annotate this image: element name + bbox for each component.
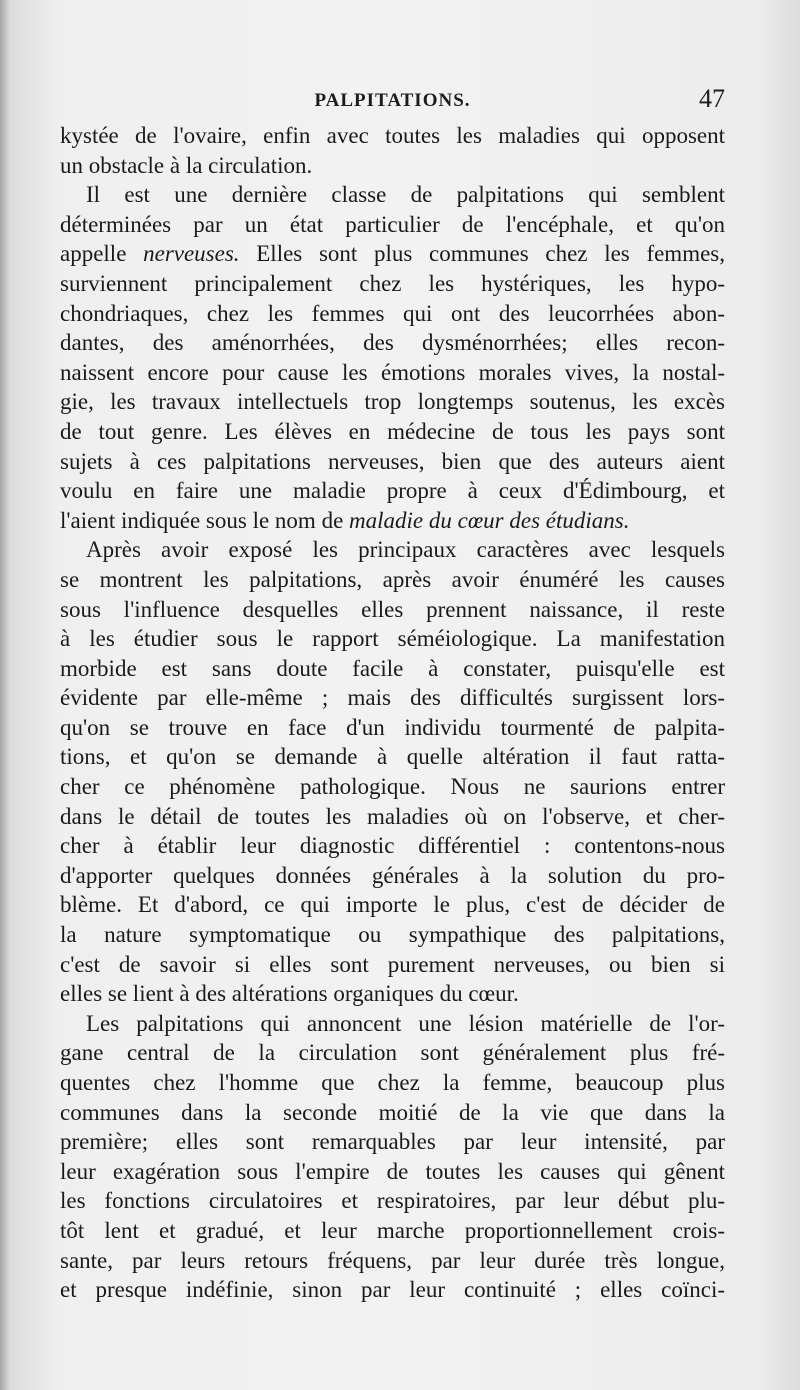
text-line: qu'on se trouve en face d'un individu tourmenté de palpita- [60, 714, 725, 740]
text-line: Les palpitations qui annoncent une lésion matérielle de l'or- [86, 1010, 725, 1036]
paragraph-diagnostic [60, 535, 725, 1009]
text-line: communes dans la seconde moitié de la vie que dans la [60, 1099, 725, 1125]
text-line: la nature symptomatique ou sympathique des palpitations, [60, 922, 725, 948]
italic-term: maladie du cœur des étudians. [349, 507, 630, 533]
body-text [60, 121, 725, 1305]
text-line: à les étudier sous le rapport séméiologique. La manifestation [60, 626, 725, 652]
text-line: kystée de l'ovaire, enfin avec toutes les maladies qui opposent [60, 123, 725, 148]
page-number: 47 [699, 84, 725, 113]
text-line: tôt lent et gradué, et leur marche proportionnellement crois- [60, 1217, 725, 1243]
text-line: sous l'influence desquelles elles prennent naissance, il reste [60, 596, 725, 622]
text-fragment: l'aient indiquée sous le nom de [60, 507, 344, 533]
text-line: elles se lient à des altérations organiques du cœur. [60, 981, 519, 1007]
paragraph-continuation [60, 121, 725, 180]
text-line: se montrent les palpitations, après avoir énuméré les causes [60, 566, 725, 592]
text-line: première; elles sont remarquables par leur intensité, par [60, 1129, 725, 1155]
text-line: blème. Et d'abord, ce qui importe le plus, c'est de décider de [60, 892, 725, 918]
text-line: d'apporter quelques données générales à la solution du pro- [60, 862, 725, 888]
text-line: un obstacle à la circulation. [60, 152, 313, 178]
text-line: sujets à ces palpitations nerveuses, bien que des auteurs aient [60, 448, 725, 474]
text-line: Après avoir exposé les principaux caractères avec lesquels [86, 537, 725, 563]
text-line: les fonctions circulatoires et respiratoires, par leur début plu- [60, 1188, 725, 1214]
paragraph-nerveuses [60, 180, 725, 535]
text-line [60, 239, 725, 269]
text-line: de tout genre. Les élèves en médecine de tous les pays sont [60, 418, 725, 444]
text-line: sante, par leurs retours fréquens, par leur durée très longue, [60, 1247, 725, 1273]
text-line: surviennent principalement chez les hystériques, les hypo- [60, 270, 725, 296]
text-line: morbide est sans doute facile à constater, puisqu'elle est [60, 655, 725, 681]
text-line: déterminées par un état particulier de l'encéphale, et qu'on [60, 211, 725, 237]
text-line: gane central de la circulation sont généralement plus fré- [60, 1040, 725, 1066]
text-line: dans le détail de toutes les maladies où on l'observe, et cher- [60, 803, 725, 829]
text-line: dantes, des aménorrhées, des dysménorrhées; elles recon- [60, 330, 725, 356]
text-fragment: Elles sont plus communes chez les femmes, [256, 241, 725, 267]
text-line: c'est de savoir si elles sont purement nerveuses, ou bien si [60, 951, 725, 977]
text-line: naissent encore pour cause les émotions morales vives, la nostal- [60, 359, 725, 385]
text-line: leur exagération sous l'empire de toutes les causes qui gênent [60, 1158, 725, 1184]
text-fragment: appelle [60, 241, 127, 267]
text-line: chondriaques, chez les femmes qui ont des leucorrhées abon- [60, 300, 725, 326]
text-line: cher ce phénomène pathologique. Nous ne saurions entrer [60, 774, 725, 800]
italic-term: nerveuses. [143, 241, 240, 267]
text-line: cher à établir leur diagnostic différentiel : contentons-nous [60, 833, 725, 859]
running-title: PALPITATIONS. [314, 90, 471, 111]
text-line: Il est une dernière classe de palpitations qui semblent [86, 182, 725, 208]
text-line: voulu en faire une maladie propre à ceux d'Édimbourg, et [60, 478, 725, 504]
running-head [60, 84, 725, 120]
text-line: et presque indéfinie, sinon par leur continuité ; elles coïnci- [60, 1277, 725, 1303]
text-line: quentes chez l'homme que chez la femme, beaucoup plus [60, 1070, 725, 1095]
text-line: évidente par elle-même ; mais des difficultés surgissent lors- [60, 685, 725, 711]
paragraph-lesion [60, 1009, 725, 1305]
text-line [60, 506, 725, 536]
text-line: gie, les travaux intellectuels trop longtemps soutenus, les excès [60, 389, 725, 415]
text-line: tions, et qu'on se demande à quelle altération il faut ratta- [60, 744, 725, 770]
